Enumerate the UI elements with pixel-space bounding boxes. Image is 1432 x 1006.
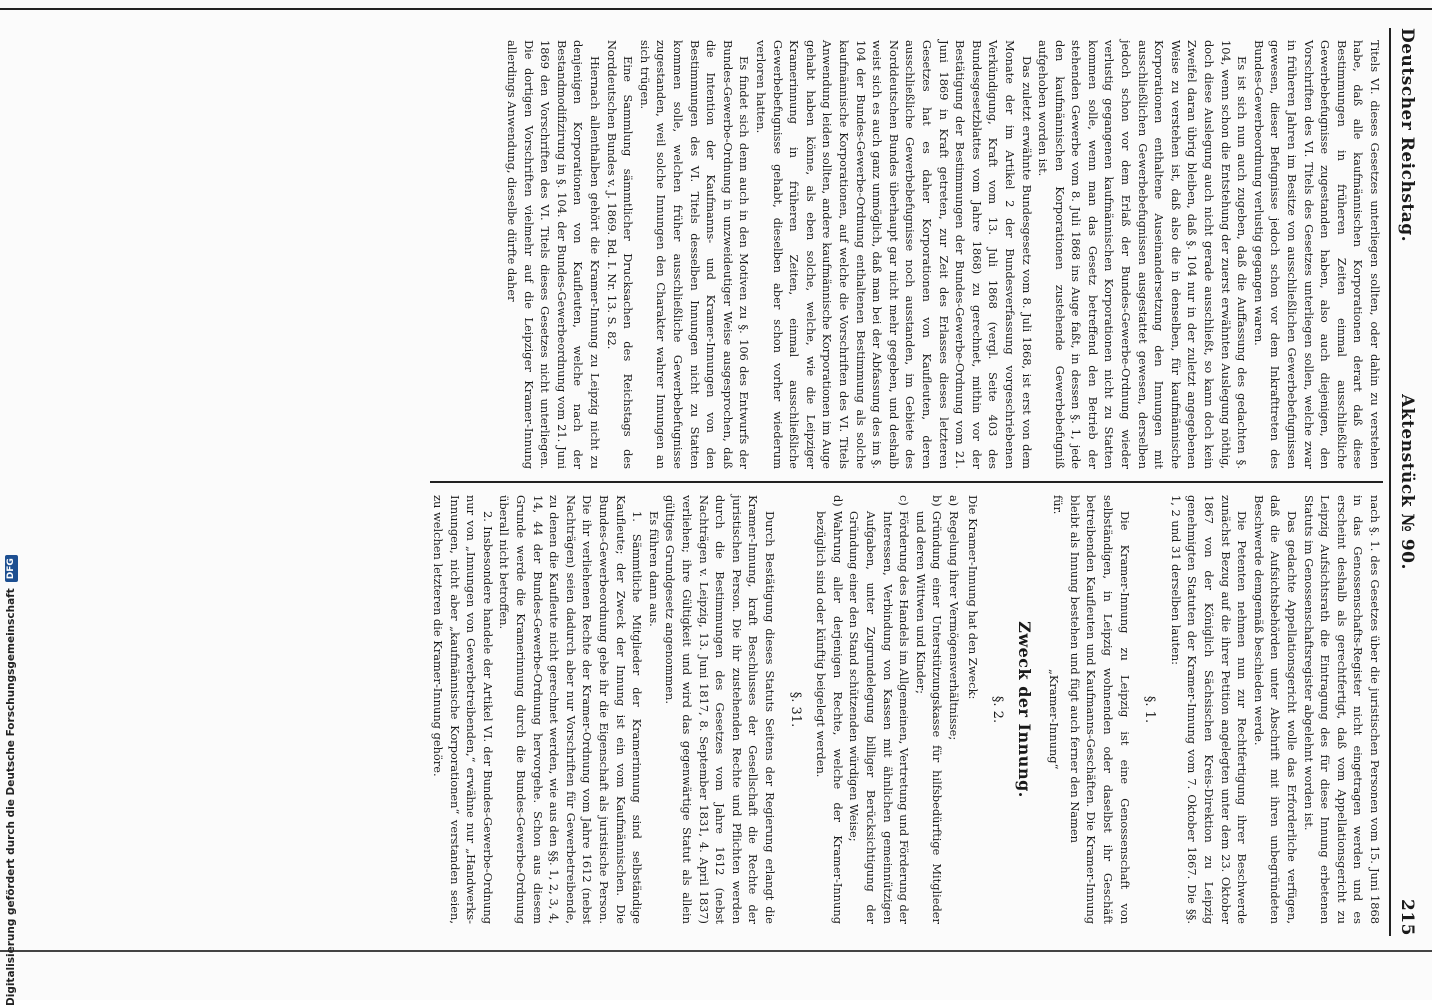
right-paragraph: Die Petenten nehmen nun zur Rechtfertigung ihrer Beschwerde zunächst Bezug auf die ihrer Petition angelegten unter dem 23. Oktober 1867 von der Königlich Sächsischen Kreis-Direktion zu Leipzig genehmigten Statuten der Kramer-Innung vom 7. Oktober 1867. Die §§. 1, 2 und 31 derselben lauten:: [1168, 495, 1250, 924]
list-item: d) Wahrung aller derjenigen Rechte, welche der Kramer-Innung bezüglich sind oder künftig beigelegt werden.: [814, 495, 845, 924]
running-title: Deutscher Reichstag.: [1397, 28, 1417, 243]
purpose-list: [813, 495, 962, 924]
section-31-text: 1. Sämmtliche Mitglieder der Kramerinnung sind selbständige Kaufleute; der Zweck der Innung ist ein vom Kaufmännischen. Die Bundes-Gewerbeordnung gebe ihr die Eigenschaft als juristische Person. Die ihr verliehenen Rechte der Kramer-Ordnung vom Jahre 1612 (nebst Nachträgen) seien dadurch aber nur Vorschriften für Gewerbetreibende, zu denen die Kaufleute nicht gerechnet werden, wie aus den §§. 1, 2, 3, 4, 14, 44 der Bundes-Gewerbe-Ordnung hervorgehe. Schon aus diesem Grunde werde die Kramerinnung durch die Bundes-Gewerbe-Ordnung überall nicht betroffen.: [497, 495, 645, 924]
section-2-intro: Die Kramer-Innung hat den Zweck:: [965, 495, 980, 700]
header-rule: [1389, 28, 1391, 936]
page-number: 215: [1397, 899, 1417, 936]
list-item: c) Förderung des Handels im Allgemeinen, Vertretung und Förderung der Interessen, Verbindung von Kassen mit ähnlichen gemeinnützigen Aufgaben, unter Zugrundelegung billiger Berücksichtigung der Gründung einer den Stand schützenden würdigen Weise;: [847, 495, 912, 924]
innung-name-quote: „Kramer-Innung“: [1047, 668, 1062, 770]
left-paragraph: Das zuletzt erwähnte Bundesgesetz vom 8. Juli 1868, ist erst von dem Monate der im Artikel 2 der Bundesverfassung vorgeschriebenen Verkündigung, Kraft vom 13. Juli 1868 (vergl. Seite 403 des Bundesgesetzblattes vom Jahre 1868) zu gerechnet, mithin vor der Bestätigung der Bestimmungen der Bundes-Gewerbe-Ordnung vom 21. Juni 1869 in Kraft getreten, zur Zeit des Erlasses dieses letzteren Gesetzes hat es daher Korporationen von Kaufleuten, deren ausschließliche Gewerbebefugnisse noch ausstanden, im Gebiete des Norddeutschen Bundes überhaupt gar nicht mehr gegeben, und deshalb weist sich es auch ganz unmöglich, daß man bei der Abfassung des im §. 104 der Bundes-Gewerbe-Ordnung enthaltenen Bestimmung als solche kaufmännische Korporationen, auf welche die Vorschriften des VI. Titels Anwendung leiden sollten, andere kaufmännische Korporationen im Auge gehabt haben könne, als eben solche, welche, wie die Leipziger Kramerinnung in früheren Zeiten, einmal ausschließliche Gewerbebefugnisse gehabt, dieselben aber schon vorher wiederum verloren hatten.: [754, 40, 1034, 469]
left-paragraph: Hiernach allenthalben gehört die Kramer-Innung zu Leipzig nicht zu denjenigen Korporationen von Kaufleuten, welche nach der Bestandmodifizirung in §. 104. der Bundes-Gewerbeordnung vom 21. Juni 1869 den Vorschriften des VI. Titels dieses Gesetzes nicht unterliegen. Die dortigen Vorschriften vielmehr auf die Leipziger Kramer-Innung allerdings Anwendung, dieselbe dürfte daher: [505, 40, 603, 469]
citation: Eine Sammlung sämmtlicher Drucksachen des Reichstags des Norddeutschen Bundes v. J. 1869. Bd. I. Nr. 13. S. 82.: [604, 40, 636, 469]
page-header: [1394, 28, 1420, 936]
left-paragraph: Es findet sich denn auch in den Motiven zu §. 106 des Entwurfs der Bundes-Gewerbe-Ordnung in unzweideutiger Weise ausgesprochen, daß die Intention der Kaufmanns- und Kramer-Innungen von den Bestimmungen des VI. Titels desselben Innungen nicht zu Statten kommen solle, welchen früher ausschließliche Gewerbebefugnisse zugestanden, weil solche Innungen den Charakter wahrer Innungen an sich trügen.: [637, 40, 752, 469]
right-column: [430, 483, 1383, 936]
digitization-credit: [4, 6, 18, 1006]
document-number: Aktenstück № 90.: [1397, 394, 1417, 570]
section-31-heading: §. 31.: [787, 691, 803, 728]
section-31-text: Durch Bestätigung dieses Statuts Seitens der Regierung erlangt die Kramer-Innung, kraft Beschlusses der Gesellschaft die Rechte der juristischen Person. Die ihr zustehenden Rechte und Pflichten werden durch die Bestimmungen des Gesetzes vom Jahre 1612 (nebst Nachträgen v. Leipzig, 13. Juni 1817, 8. September 1831, 4. April 1837) verliehen; ihre Gültigkeit und wird das gegenwärtige Statut als allein gültiges Grundgesetz angenommen.: [663, 495, 777, 924]
name-label: für.: [1051, 495, 1066, 515]
right-paragraph: nach §. 1. des Gesetzes über die juristischen Personen vom 15. Juni 1868 in das Genossenschafts-Register nicht eingetragen werden und es erscheint deshalb als gerechtfertigt, daß vom Appellationsgericht zu Leipzig Aufsichtsrath die Eintragung des für diese Innung erbetenen Statuts im Genossenschaftsregister abgelehnt worden ist.: [1301, 495, 1382, 924]
text-columns: [430, 28, 1383, 936]
section-2-heading: §. 2.: [990, 695, 1006, 724]
section-31-text: Es führen dann aus.: [646, 511, 661, 627]
innung-name-line: [1046, 495, 1067, 924]
section-1-heading: §. 1.: [1142, 695, 1158, 724]
credit-text: Digitalisierung gefördert durch die Deutsche Forschungsgemeinschaft: [5, 588, 17, 1006]
list-item: b) Gründung einer Unterstützungskasse für hilfsbedürftige Mitglieder und deren Wittwen und Kinder;: [913, 495, 945, 924]
list-item: a) Regelung ihrer Vermögensverhältnisse;: [946, 495, 961, 741]
left-column: [430, 28, 1383, 483]
left-paragraph: Es ist sich nun auch zugeben, daß die Auffassung des gedachten §. 104, wenn schon die Entstehung der zuerst erwähnten Auslegung nöthig, doch diese Auslegung auch nicht gerade ausschließt, so kann doch kein Zweifel daran übrig bleiben, daß §. 104 nur in der zuletzt angegebenen Weise zu verstehen ist, daß also die in denselben, für kaufmännische Korporationen enthaltene Auseinandersetzung den Innungen mit ausschließlichen Gewerbebefugnissen ausgestattet gewesen, derselben jedoch schon vor dem Erlaß der Bundes-Gewerbe-Ordnung wieder verlustig gegangenen kaufmännischen Korporationen nicht zu Statten kommen solle, wenn man das Gesetz betreffend den Betrieb der stehenden Gewerbe vom 8. Juli 1868 ins Auge faßt, in dessen §. 1, jede den kaufmännischen Korporationen zustehende Gewerbebefugniß aufgehoben worden ist.: [1036, 40, 1250, 469]
left-paragraph: Titels VI. dieses Gesetzes unterliegen sollten, oder dahin zu verstehen habe, daß alle kaufmännischen Korporationen derart daß diese Bestimmungen in früheren Zeiten einmal ausschließliche Gewerbebefugnisse zugestanden haben, also auch diejenigen, den Vorschriften des VI. Titels des Gesetzes unterliegen sollen, welche zwar in früheren Jahren im Besitze von ausschließlichen Gewerbebefugnissen gewesen, dieser Befugnisse jedoch schon vor dem Inkrafttreten des Bundes-Gewerbeordnung verlustig gegangen waren.: [1251, 40, 1382, 469]
purpose-title: Zweck der Innung.: [1014, 621, 1034, 798]
section-1-text: Die Kramer-Innung zu Leipzig ist eine Genossenschaft von selbständigen, in Leipzig wohnenden oder daselbst ihr Geschäft betreibenden Kaufleuten und Kaufmanns-Geschäften. Die Kramer-Innung bleibt als Innung bestehen und fügt auch ferner den Namen: [1067, 495, 1132, 924]
right-paragraph: Das gedachte Appellationsgericht wolle das Erforderliche verfügen, daß die Aufsichtsbehörden unter Abschrift mit ihren unbegründeten Beschwerde demgemäß beschieden werde.: [1251, 495, 1300, 924]
dfg-logo: DFG: [5, 555, 18, 582]
page-frame: [0, 8, 1432, 952]
section-31-text: 2. Insbesondere handele der Artikel VI. der Bundes-Gewerbe-Ordnung nur von „Innungen von Gewerbetreibenden,“ erwähne nur „Handwerks-Innungen, nicht aber „kaufmännische Korporationen“ verstanden seien, zu welchen letzteren die Kramer-Innung gehöre.: [431, 495, 495, 924]
